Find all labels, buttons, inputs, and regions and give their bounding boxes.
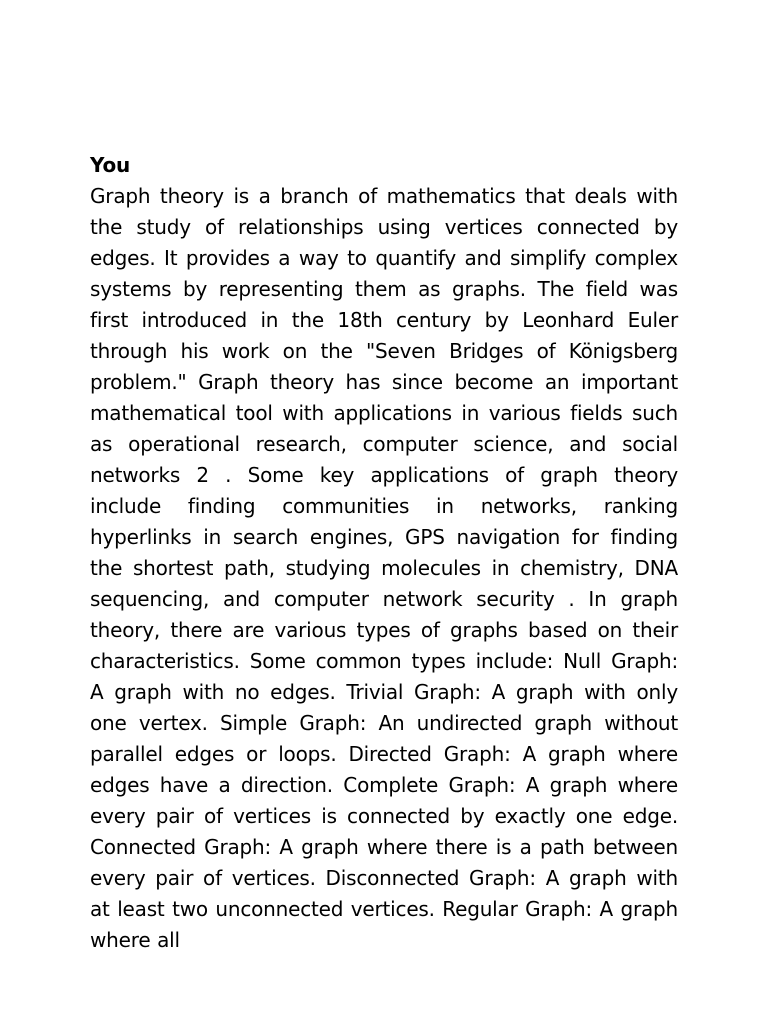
speaker-label: You	[90, 153, 131, 177]
message-body: Graph theory is a branch of mathematics that deals with the study of relationships using vertices connected by edges. It provides a way to quantify and simplify complex systems by representing them as graphs. The field was first introduced in the 18th century by Leonhard Euler through his work on the "Seven Bridges of Königsberg problem." Graph theory has since become an important mathematical tool with applications in various fields such as operational research, computer science, and social networks 2 . Some key applications of graph theory include finding communities in networks, ranking hyperlinks in search engines, GPS navigation for finding the shortest path, studying molecules in chemistry, DNA sequencing, and computer network security . In graph theory, there are various types of graphs based on their characteristics. Some common types include: Null Graph: A graph with no edges. Trivial Graph: A graph with only one vertex. Simple Graph: An undirected graph without parallel edges or loops. Directed Graph: A graph where edges have a direction. Complete Graph: A graph where every pair of vertices is connected by exactly one edge. Connected Graph: A graph where there is a path between every pair of vertices. Disconnected Graph: A graph with at least two unconnected vertices. Regular Graph: A graph where all	[90, 184, 678, 952]
document-page	[90, 150, 678, 956]
